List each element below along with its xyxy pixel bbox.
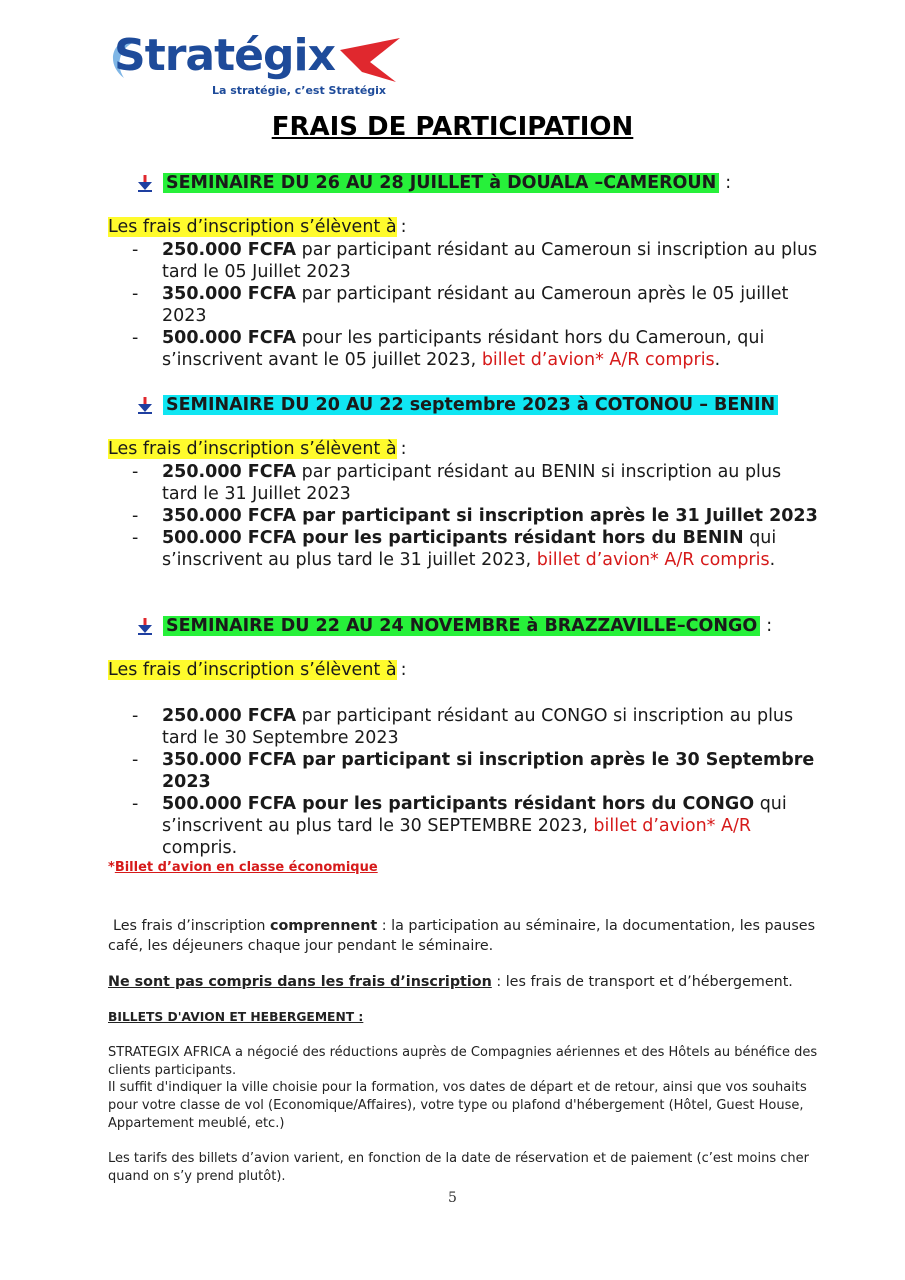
seminar-heading-2	[135, 395, 778, 415]
fee-description: par participant résidant au Cameroun après le 05 juillet 2023	[162, 284, 789, 326]
fee-amount: 500.000 FCFA	[162, 328, 297, 348]
frais-label-1	[108, 217, 406, 237]
fee-list-2	[132, 461, 822, 571]
down-arrow-bullet-icon	[135, 616, 155, 636]
frais-label-text: Les frais d’inscription s’élèvent à	[108, 217, 397, 237]
list-item	[132, 793, 822, 859]
footnote-text: Billet d’avion en classe économique	[114, 860, 378, 875]
down-arrow-bullet-icon	[135, 173, 155, 193]
colon: :	[725, 173, 732, 193]
fee-list-3	[132, 705, 822, 859]
billets-paragraph-3: Les tarifs des billets d’avion varient, en fonction de la date de réservation et de paiement (c’est moins cher quand on s’y prend plutôt).	[108, 1151, 809, 1184]
frais-label-text: Les frais d’inscription s’élèvent à	[108, 660, 397, 680]
list-item	[132, 327, 822, 371]
fee-amount: 350.000 FCFA	[162, 284, 297, 304]
fee-amount: 250.000 FCFA	[162, 240, 297, 260]
fee-amount: 250.000 FCFA	[162, 706, 297, 726]
colon: :	[400, 660, 407, 680]
list-item	[132, 749, 822, 793]
logo-tagline: La stratégie, c’est Stratégix	[212, 84, 387, 97]
list-item	[132, 705, 822, 749]
tail-text: .	[769, 550, 776, 570]
down-arrow-bullet-icon	[135, 395, 155, 415]
logo-wordmark: Stratégix	[114, 30, 335, 81]
exclusions-label: Ne sont pas compris dans les frais d’inscription	[108, 974, 492, 990]
seminar-heading-3	[135, 616, 772, 636]
flight-included-note: billet d’avion* A/R compris	[536, 550, 770, 570]
comprennent-paragraph	[108, 916, 820, 956]
list-item	[132, 283, 822, 327]
list-item	[132, 527, 822, 571]
list-item	[132, 461, 822, 505]
fee-amount: 500.000 FCFA pour les participants résidant hors du CONGO	[162, 794, 755, 814]
fee-description: qui s’inscrivent au plus tard le 31 juillet 2023,	[162, 528, 777, 570]
frais-label-text: Les frais d’inscription s’élèvent à	[108, 439, 397, 459]
fee-description: par participant résidant au CONGO si inscription au plus tard le 30 Septembre 2023	[162, 706, 794, 748]
comprennent-pre: Les frais d’inscription	[113, 918, 270, 934]
flight-included-note: billet d’avion* A/R compris	[481, 350, 715, 370]
footnote	[108, 860, 378, 875]
dash-bullet: -	[132, 506, 139, 526]
stratégix-logo	[108, 30, 408, 102]
fee-amount: 350.000 FCFA par participant si inscription après le 30 Septembre 2023	[162, 750, 815, 792]
seminar-title: SEMINAIRE DU 22 AU 24 NOVEMBRE à BRAZZAVILLE–CONGO	[163, 616, 760, 636]
billets-heading: BILLETS D'AVION ET HEBERGEMENT :	[108, 1010, 364, 1024]
colon: :	[400, 217, 407, 237]
exclusions-text: : les frais de transport et d’hébergement.	[491, 974, 793, 990]
dash-bullet: -	[132, 750, 139, 770]
fee-amount: 250.000 FCFA	[162, 462, 297, 482]
seminar-title: SEMINAIRE DU 26 AU 28 JUILLET à DOUALA –CAMEROUN	[163, 173, 719, 193]
dash-bullet: -	[132, 706, 139, 726]
comprennent-post: : la participation au séminaire, la documentation, les pauses café, les déjeuners chaque jour pendant le séminaire.	[108, 918, 816, 954]
fee-description: par participant résidant au Cameroun si inscription au plus tard le 05 Juillet 2023	[162, 240, 818, 282]
fee-amount: 350.000 FCFA par participant si inscription après le 31 Juillet 2023	[162, 506, 818, 526]
list-item	[132, 239, 822, 283]
comprennent-bold: comprennent	[269, 918, 378, 934]
dash-bullet: -	[132, 240, 139, 260]
tail-text: compris.	[162, 838, 238, 858]
exclusions-paragraph	[108, 972, 820, 992]
fee-amount: 500.000 FCFA pour les participants résidant hors du BENIN	[162, 528, 744, 548]
frais-label-2	[108, 439, 406, 459]
fee-description: qui s’inscrivent au plus tard le 30 SEPTEMBRE 2023,	[162, 794, 787, 836]
billets-paragraph-2: Il suffit d'indiquer la ville choisie pour la formation, vos dates de départ et de retour, ainsi que vos souhaits pour votre classe de vol (Economique/Affaires), votre type ou plafond d'hébergement (Hôtel, Guest House, Appartement meublé, etc.)	[108, 1080, 807, 1131]
page-title: FRAIS DE PARTICIPATION	[271, 112, 634, 142]
dash-bullet: -	[132, 328, 139, 348]
colon: :	[400, 439, 407, 459]
flight-included-note: billet d’avion* A/R	[593, 816, 752, 836]
dash-bullet: -	[132, 794, 139, 814]
seminar-heading-1	[135, 173, 731, 193]
dash-bullet: -	[132, 284, 139, 304]
fee-list-1	[132, 239, 822, 371]
page-number: 5	[448, 1190, 457, 1206]
frais-label-3	[108, 660, 406, 680]
dash-bullet: -	[132, 528, 139, 548]
colon: :	[766, 616, 773, 636]
list-item	[132, 505, 822, 527]
seminar-title: SEMINAIRE DU 20 AU 22 septembre 2023 à COTONOU – BENIN	[163, 395, 778, 415]
billets-paragraph-1: STRATEGIX AFRICA a négocié des réductions auprès de Compagnies aériennes et des Hôtels au bénéfice des clients participants.	[108, 1045, 818, 1078]
fee-description: par participant résidant au BENIN si inscription au plus tard le 31 Juillet 2023	[162, 462, 782, 504]
fee-description: pour les participants résidant hors du Cameroun, qui s’inscrivent avant le 05 juillet 2023,	[162, 328, 765, 370]
dash-bullet: -	[132, 462, 139, 482]
footnote-star: *	[108, 860, 115, 875]
tail-text: .	[714, 350, 721, 370]
